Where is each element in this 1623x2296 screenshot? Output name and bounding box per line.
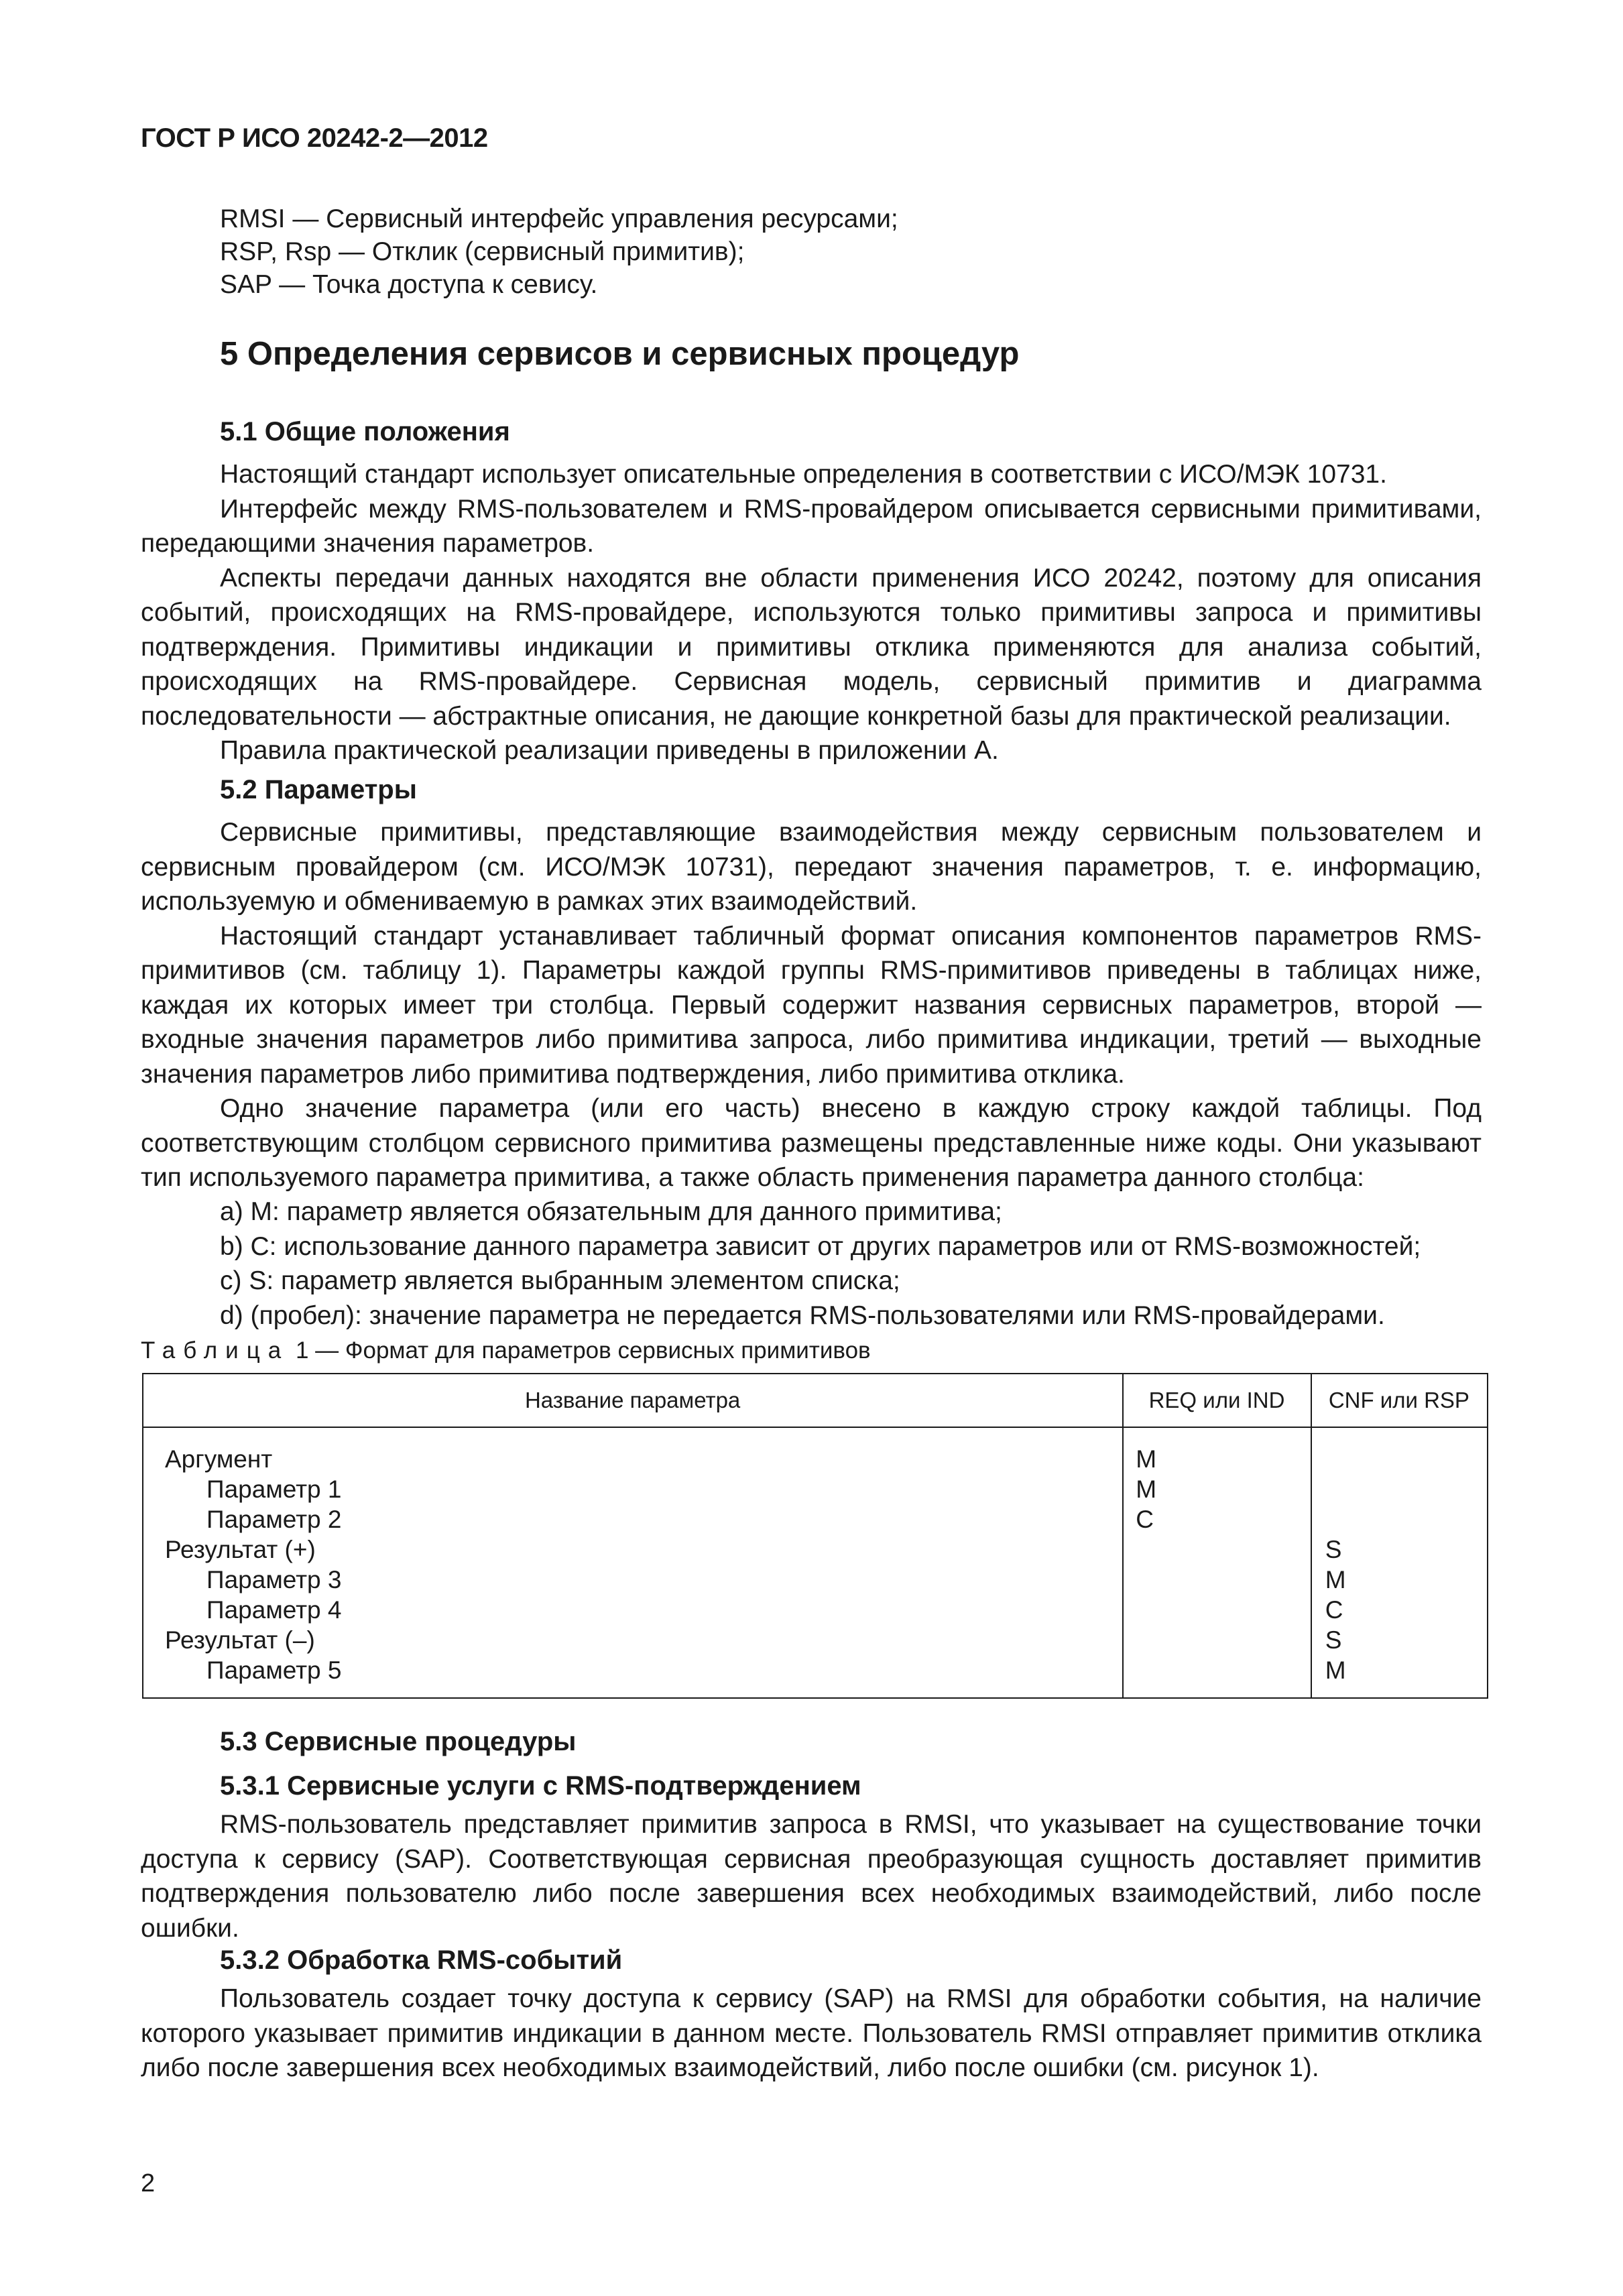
section-5-1-title: 5.1 Общие положения — [220, 417, 510, 446]
abbreviation-sap: SAP — Точка доступа к севису. — [220, 270, 598, 299]
section-5-title: 5 Определения сервисов и сервисных процедур — [220, 336, 1020, 372]
parameter-name: Результат (+) — [165, 1536, 316, 1563]
table-caption-text: 1 — Формат для параметров сервисных примитивов — [289, 1337, 871, 1364]
section-5-1-body — [141, 457, 1482, 768]
cnf-code: S — [1325, 1536, 1342, 1563]
parameter-name: Результат (–) — [165, 1626, 315, 1654]
cnf-spacer — [1325, 1444, 1486, 1534]
header-cnf-rsp: CNF или RSP — [1311, 1374, 1488, 1427]
parameter-name: Аргумент — [165, 1445, 273, 1473]
cnf-code: M — [1325, 1656, 1346, 1684]
paragraph: RMS-пользователь представляет примитив запроса в RMSI, что указывает на существование точки доступа к сервису (SAP). Соответствующая сервисная преобразующая сущность доставляет примитив подтверждения пользователю либо после завершения всех необходимых взаимодействий, либо после ошибки. — [141, 1810, 1482, 1943]
req-code: M — [1136, 1475, 1157, 1503]
parameter-name: Параметр 2 — [206, 1506, 342, 1533]
paragraph: Интерфейс между RMS-пользователем и RMS-провайдером описывается сервисными примитивами, передающими значения параметров. — [141, 494, 1482, 558]
paragraph: Одно значение параметра (или его часть) внесено в каждую строку каждой таблицы. Под соответствующим столбцом сервисного примитива размещены представленные ниже коды. Они указывают тип используемого параметра примитива, а также область применения параметра данного столбца: — [141, 1094, 1482, 1192]
table-1-caption — [141, 1337, 871, 1364]
parameter-name: Параметр 5 — [206, 1656, 342, 1684]
cnf-code: C — [1325, 1596, 1343, 1624]
req-ind-cell — [1123, 1427, 1311, 1698]
paragraph: Сервисные примитивы, представляющие взаимодействия между сервисным пользователем и сервисным провайдером (см. ИСО/МЭК 10731), передают значения параметров, т. е. информацию, используемую и обмениваемую в рамках этих взаимодействий. — [141, 818, 1482, 916]
header-req-ind: REQ или IND — [1123, 1374, 1311, 1427]
table-header-row — [143, 1374, 1488, 1427]
list-item: d) (пробел): значение параметра не передается RMS-пользователями или RMS-провайдерами. — [220, 1301, 1385, 1330]
paragraph: Правила практической реализации приведены в приложении А. — [220, 736, 999, 765]
abbreviation-rmsi: RMSI — Сервисный интерфейс управления ресурсами; — [220, 204, 898, 233]
section-5-3-1-title: 5.3.1 Сервисные услуги с RMS-подтверждением — [220, 1771, 861, 1801]
section-5-3-title: 5.3 Сервисные процедуры — [220, 1727, 577, 1756]
req-code: M — [1136, 1445, 1157, 1473]
parameter-name: Параметр 3 — [206, 1566, 342, 1593]
page-number: 2 — [141, 2169, 156, 2197]
document-header: ГОСТ Р ИСО 20242-2—2012 — [141, 123, 488, 153]
req-code: C — [1136, 1506, 1154, 1533]
cnf-rsp-cell — [1311, 1427, 1488, 1698]
section-5-3-1-body — [141, 1807, 1482, 1945]
table-1 — [142, 1373, 1488, 1699]
list-item: а) M: параметр является обязательным для данного примитива; — [220, 1197, 1002, 1226]
section-5-2-body — [141, 815, 1482, 1195]
paragraph: Настоящий стандарт использует описательные определения в соответствии с ИСО/МЭК 10731. — [220, 460, 1387, 489]
parameter-names-cell — [143, 1427, 1123, 1698]
parameter-name: Параметр 4 — [206, 1596, 342, 1624]
paragraph: Аспекты передачи данных находятся вне области применения ИСО 20242, поэтому для описания событий, происходящих на RMS-провайдере, используются только примитивы запроса и примитивы подтверждения. Примитивы индикации и примитивы отклика применяются для анализа событий, происходящих на RMS-провайдере. Сервисная модель, сервисный примитив и диаграмма последовательности — абстрактные описания, не дающие конкретной базы для практической реализации. — [141, 563, 1482, 731]
section-5-2-title: 5.2 Параметры — [220, 775, 417, 804]
abbreviation-rsp: RSP, Rsp — Отклик (сервисный примитив); — [220, 237, 745, 266]
cnf-code: S — [1325, 1626, 1342, 1654]
parameter-name: Параметр 1 — [206, 1475, 342, 1503]
paragraph: Пользователь создает точку доступа к сервису (SAP) на RMSI для обработки события, на наличие которого указывает примитив индикации в данном месте. Пользователь RMSI отправляет примитив отклика либо после завершения всех необходимых взаимодействий, либо после ошибки (см. рисунок 1). — [141, 1984, 1482, 2082]
header-parameter-name: Название параметра — [143, 1374, 1123, 1427]
cnf-code: M — [1325, 1566, 1346, 1593]
list-item: b) C: использование данного параметра зависит от других параметров или от RMS-возможностей; — [220, 1231, 1421, 1261]
paragraph: Настоящий стандарт устанавливает табличный формат описания компонентов параметров RMS-примитивов (см. таблицу 1). Параметры каждой группы RMS-примитивов приведены в таблицах ниже, каждая их которых имеет три столбца. Первый содержит названия сервисных параметров, второй — входные значения параметров либо примитива запроса, либо примитива индикации, третий — выходные значения параметров либо примитива подтверждения, либо примитива отклика. — [141, 921, 1482, 1089]
section-5-3-2-title: 5.3.2 Обработка RMS-событий — [220, 1945, 623, 1975]
table-caption-label: Таблица — [141, 1337, 290, 1364]
abbreviations-list — [220, 202, 898, 301]
parameter-codes-list — [220, 1195, 1487, 1333]
section-5-3-2-body — [141, 1982, 1482, 2086]
table-body-row — [143, 1427, 1488, 1698]
list-item: c) S: параметр является выбранным элементом списка; — [220, 1266, 900, 1295]
